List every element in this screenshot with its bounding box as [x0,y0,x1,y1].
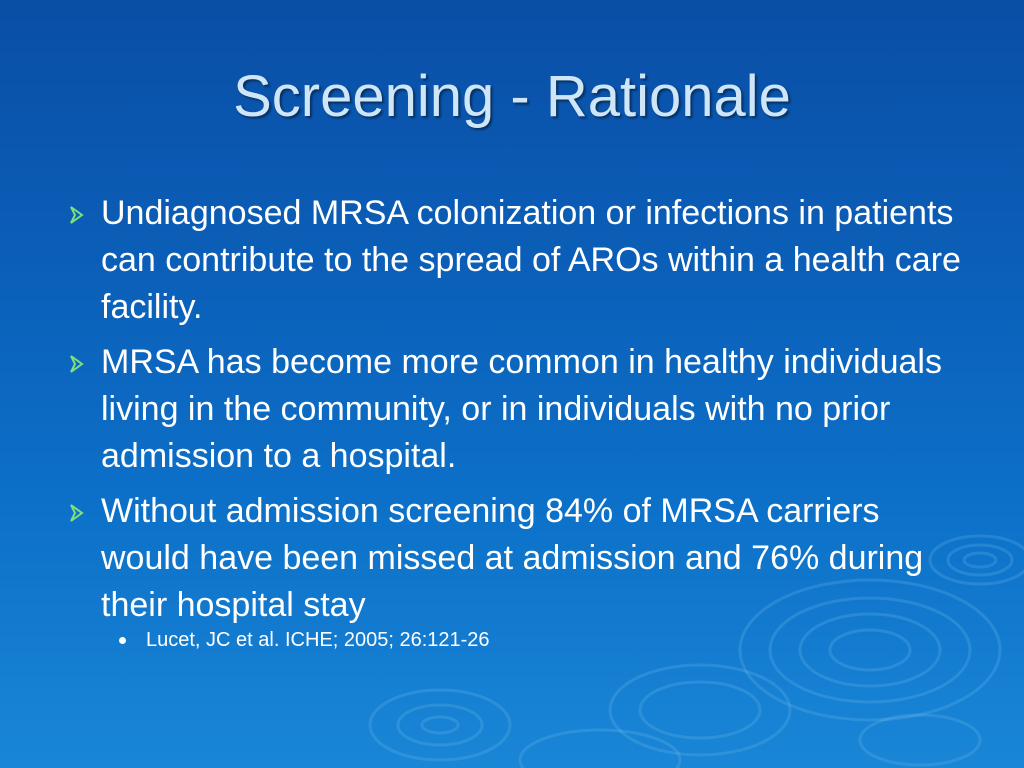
bullet-text: Without admission screening 84% of MRSA carriers would have been missed at admission and 76% during their hospital stay [101,492,924,624]
bullet-list [62,190,962,661]
round-dot-icon [119,637,126,644]
sub-bullet-item [101,627,962,653]
bullet-text: Undiagnosed MRSA colonization or infections in patients can contribute to the spread of AROs within a health care facility. [101,194,961,326]
bullet-text: MRSA has become more common in healthy individuals living in the community, or in individuals with no prior admission to a hospital. [101,343,942,475]
bullet-item [62,190,962,331]
bullet-item [62,339,962,480]
chevron-arrow-icon [68,354,88,374]
sub-bullet-list [101,627,962,653]
bullet-item [62,488,962,653]
chevron-arrow-icon [68,503,88,523]
citation-text: Lucet, JC et al. ICHE; 2005; 26:121-26 [146,629,490,651]
slide-title: Screening - Rationale [233,64,791,129]
chevron-arrow-icon [68,205,88,225]
